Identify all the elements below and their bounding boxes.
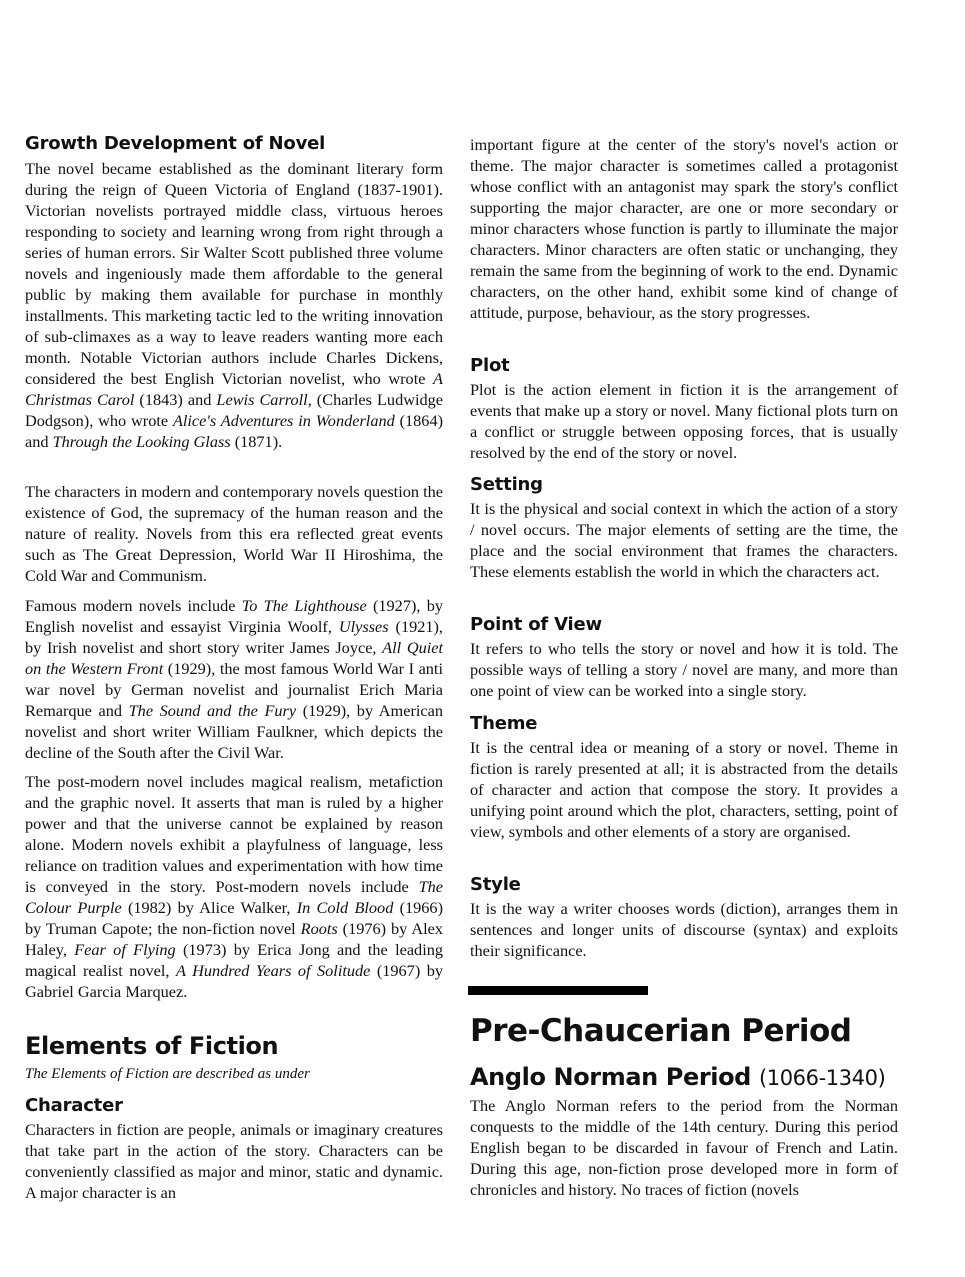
- setting-heading: Setting: [470, 474, 543, 495]
- style-heading: Style: [470, 874, 521, 895]
- title-italic: Roots: [300, 919, 338, 938]
- text-run: Famous modern novels include: [25, 596, 242, 615]
- elements-subtitle: The Elements of Fiction are described as under: [25, 1066, 310, 1082]
- text-run: (1927), by English novelist and essayist Virginia Woolf,: [25, 596, 443, 636]
- title-italic: A Christmas Carol: [25, 369, 443, 409]
- text-run: (1871).: [230, 432, 283, 451]
- character-text-continued: important figure at the center of the story's novel's action or theme. The major character is sometimes called a protagonist whose conflict with an antagonist may spark the story's conflict supporting the major character, are one or more secondary or minor characters whose function is partly to illuminate the major characters. Minor characters are often static or unchanging, they remain the same from the beginning of work to the end. Dynamic characters, on the other hand, exhibit some kind of change of attitude, purpose, behaviour, as the story progresses.: [470, 135, 898, 322]
- style-text: It is the way a writer chooses words (diction), arranges them in sentences and longer units of discourse (syntax) and exploits their significance.: [470, 899, 898, 960]
- text-run: (1976) by Alex Haley,: [25, 919, 443, 959]
- title-italic: Fear of Flying: [74, 940, 176, 959]
- text-run: (1967) by Gabriel Garcia Marquez.: [25, 961, 443, 1001]
- anglo-heading: [470, 1062, 898, 1093]
- style-section: [470, 874, 898, 961]
- title-italic: All Quiet on the Western Front: [25, 638, 444, 678]
- text-run: (1921), by Irish novelist and short story writer James Joyce,: [25, 617, 444, 657]
- anglo-text: The Anglo Norman refers to the period from the Norman conquests to the middle of the 14th century. During this period English began to be discarded in favour of French and Latin. During this age, non-fiction prose developed more in form of chronicles and history. No traces of fiction (novels: [470, 1096, 898, 1199]
- setting-text: It is the physical and social context in which the action of a story / novel occurs. The major elements of setting are the time, the place and the social environment that frames the characters. These elements establish the world in which the characters act.: [470, 499, 898, 581]
- period-section: [470, 1012, 898, 1200]
- text-run: (1982) by Alice Walker,: [121, 898, 297, 917]
- title-italic: Alice's Adventures in Wonderland: [172, 411, 395, 430]
- text-run: (1966) by Truman Capote; the non-fiction novel: [25, 898, 443, 938]
- text-run: (Charles Ludwidge Dodgson), who wrote: [25, 390, 444, 430]
- text-run: (1843) and: [134, 390, 217, 409]
- period-heading: Pre-Chaucerian Period: [470, 1013, 852, 1049]
- title-italic: Lewis Carroll,: [216, 390, 312, 409]
- pov-heading: Point of View: [470, 614, 602, 635]
- title-italic: To The Lighthouse: [241, 596, 367, 615]
- anglo-heading-title: Anglo Norman Period: [470, 1063, 751, 1091]
- title-italic: Ulysses: [338, 617, 389, 636]
- text-run: (1973) by Erica Jong and the leading magical realist novel,: [25, 940, 444, 980]
- section-divider-bar: [468, 986, 648, 995]
- text-run: (1929), the most famous World War I anti war novel by German novelist and journalist Erich Maria Remarque and: [25, 659, 443, 720]
- title-italic: The Sound and the Fury: [128, 701, 297, 720]
- elements-heading: Elements of Fiction: [25, 1032, 279, 1060]
- setting-section: [470, 474, 898, 582]
- plot-text: Plot is the action element in fiction it is the arrangement of events that make up a story or novel. Many fictional plots turn on a conflict or struggle between opposing forces, that is usually resolved by the end of the story or novel.: [470, 380, 898, 462]
- growth-paragraph-3: [25, 595, 443, 763]
- text-run: The novel became established as the dominant literary form during the reign of Queen Victoria of England (1837-1901). Victorian novelists portrayed middle class, virtuous heroes responding to society and learning wrong from right through a series of human errors. Sir Walter Scott published three volume novels and ingeniously made them affordable to the general public by making them available for purchase in monthly installments. This marketing tactic led to the writing innovation of sub-climaxes as a way to leave readers wanting more each month. Notable Victorian authors include Charles Dickens, considered the best English Victorian novelist, who wrote: [25, 159, 443, 388]
- elements-section: [25, 1031, 443, 1203]
- theme-section: [470, 713, 898, 842]
- text-run: The characters in modern and contemporary novels question the existence of God, the supremacy of the human reason and the nature of reality. Novels from this era reflected great events such as The Great Depression, World War II Hiroshima, the Cold War and Communism.: [25, 482, 443, 585]
- title-italic: A Hundred Years of Solitude: [175, 961, 371, 980]
- growth-paragraph-2: [25, 481, 443, 586]
- anglo-years: (1066-1340): [758, 1066, 886, 1090]
- growth-paragraph-4: [25, 771, 443, 1002]
- pov-section: [470, 614, 898, 701]
- theme-heading: Theme: [470, 713, 538, 734]
- text-run: (1929), by American novelist and short writer William Faulkner, which depicts the decline of the South after the Civil War.: [25, 701, 443, 762]
- pov-text: It refers to who tells the story or novel and how it is told. The possible ways of telling a story / novel are many, and more than one point of view can be worked into a single story.: [470, 639, 898, 700]
- plot-section: [470, 355, 898, 463]
- theme-text: It is the central idea or meaning of a story or novel. Theme in fiction is rarely presented at all; it is abstracted from the details of character and action that compose the story. It provides a unifying point around which the plot, characters, setting, point of view, symbols and other elements of a story are organised.: [470, 738, 898, 841]
- growth-section: [25, 133, 443, 452]
- character-text: Characters in fiction are people, animals or imaginary creatures that take part in the action of the story. Characters can be conveniently classified as major and minor, static and dynamic. A major character is an: [25, 1120, 443, 1202]
- text-run: The post-modern novel includes magical realism, metafiction and the graphic novel. It asserts that man is ruled by a higher power and that the universe cannot be explained by reason alone. Modern novels exhibit a playfulness of language, less reliance on tradition values and experimentation with how time is conveyed in the story. Post-modern novels include: [25, 772, 443, 896]
- text-run: (1864) and: [25, 411, 444, 451]
- plot-heading: Plot: [470, 355, 510, 376]
- growth-heading: Growth Development of Novel: [25, 133, 326, 154]
- title-italic: The Colour Purple: [25, 877, 443, 917]
- title-italic: In Cold Blood: [296, 898, 394, 917]
- title-italic: Through the Looking Glass: [52, 432, 231, 451]
- character-heading: Character: [25, 1095, 123, 1116]
- growth-paragraph-1: [25, 158, 443, 452]
